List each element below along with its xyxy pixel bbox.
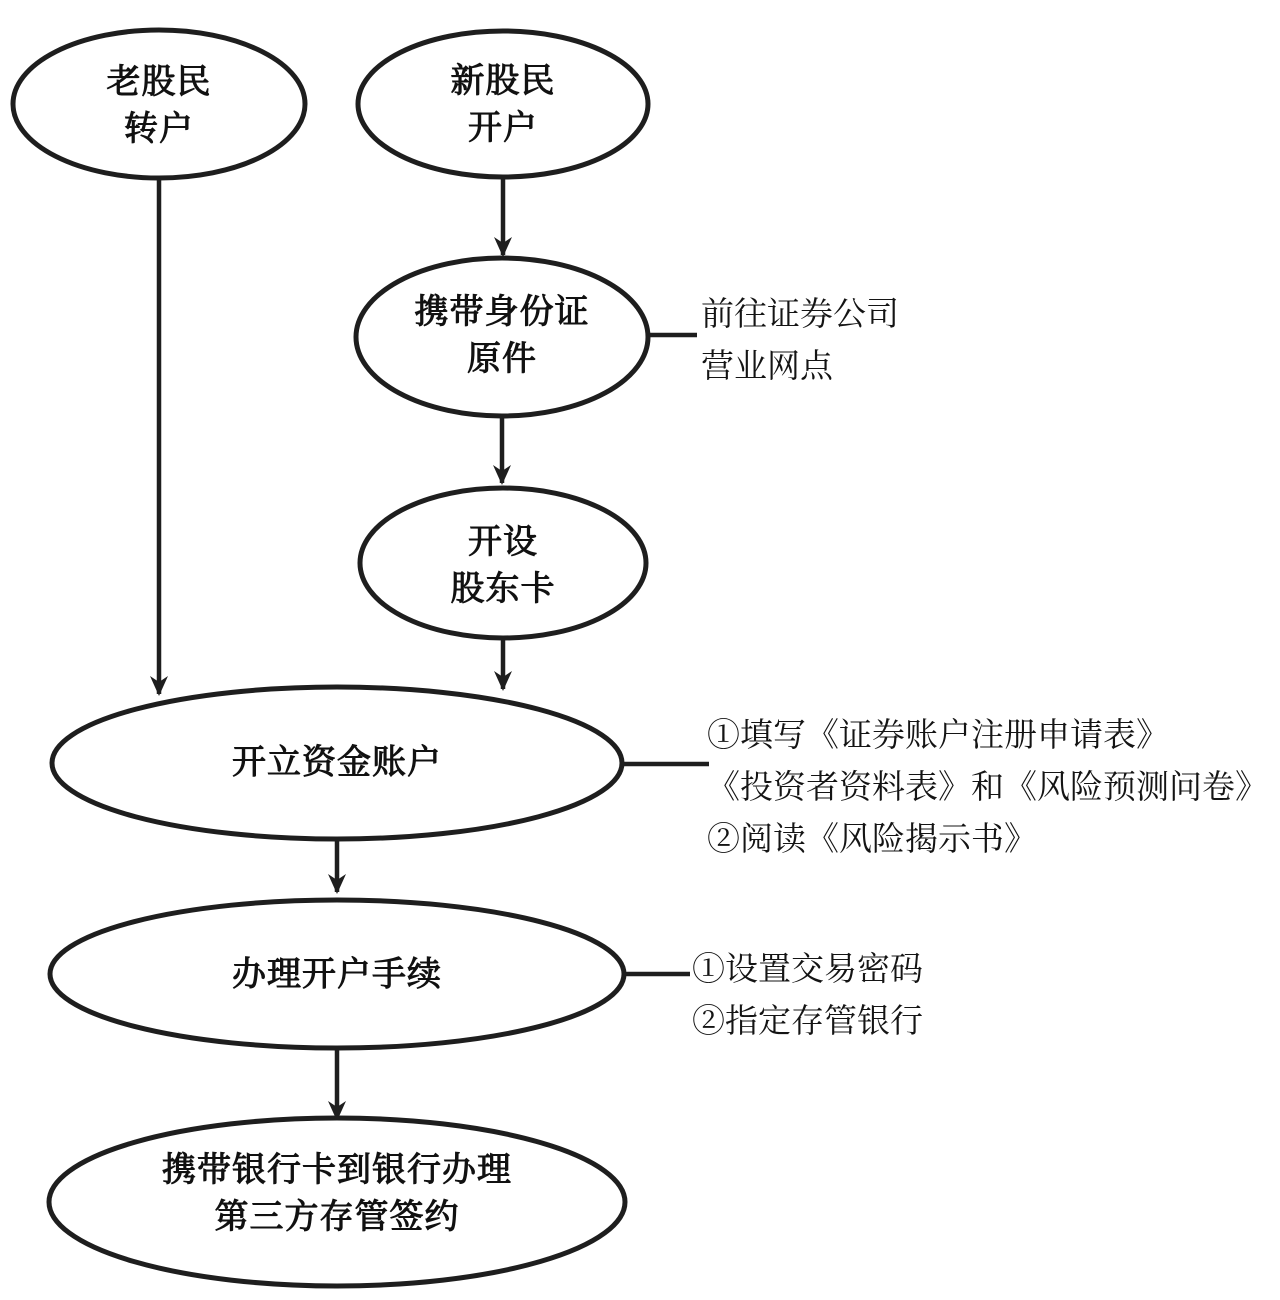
label-line: 携带身份证 [414,293,590,331]
label-third-party-depository [162,1147,512,1241]
label-line: 新股民 [450,62,556,100]
label-line: 转户 [124,110,194,148]
annotation-password-bank [692,944,923,1048]
label-line: 办理开户手续 [232,955,442,994]
label-line: 老股民 [106,63,212,101]
label-open-capital-account [232,740,442,787]
label-line: 第三方存管签约 [214,1198,460,1236]
label-line: 携带银行卡到银行办理 [162,1151,512,1189]
annotation-line: ①设置交易密码 [692,952,923,988]
annotation-line: ②指定存管银行 [692,1004,923,1040]
label-bring-id-original [415,289,590,383]
label-line: 开设 [468,523,538,561]
label-line: 原件 [467,340,537,378]
annotation-branch [701,289,899,393]
label-line: 开户 [468,109,538,147]
annotation-line: ②阅读《风险揭示书》 [707,822,1037,858]
annotation-line: 前往证券公司 [701,297,899,333]
label-new-investor-open [451,58,556,152]
annotation-line: 《投资者资料表》和《风险预测问卷》 [707,770,1268,806]
annotation-line: 营业网点 [701,349,833,385]
label-open-shareholder-card [451,519,556,613]
label-line: 股东卡 [450,570,556,608]
label-old-investor-transfer [107,59,212,153]
annotation-forms [707,710,1268,866]
label-account-opening-procedures [232,952,442,999]
label-line: 开立资金账户 [232,743,442,782]
annotation-line: ①填写《证券账户注册申请表》 [707,718,1169,754]
